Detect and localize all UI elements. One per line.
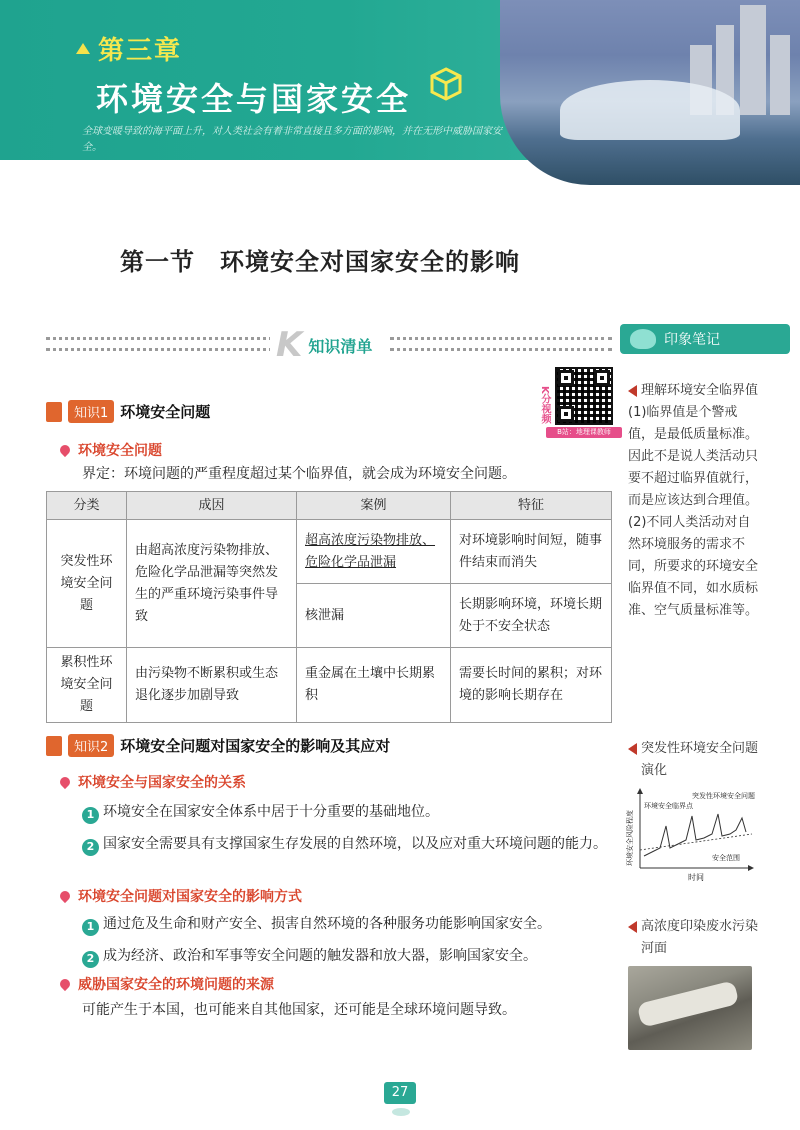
risk-table — [46, 491, 612, 723]
knowledge-list-title: 知识清单 — [308, 336, 373, 356]
note-head — [628, 380, 758, 402]
qr-eye — [594, 370, 610, 386]
note-head — [628, 916, 758, 960]
book-icon — [46, 402, 62, 422]
safe-boundary — [640, 834, 752, 850]
cube-icon — [428, 66, 464, 102]
video-tag: K分视频 — [536, 367, 550, 443]
bullet-icon — [58, 443, 72, 457]
section-title: 第一节 环境安全对国家安全的影响 — [120, 247, 520, 276]
threshold-label: 环境安全临界点 — [644, 802, 693, 810]
bullet-heading — [60, 772, 246, 792]
notes-badge-label: 印象笔记 — [664, 332, 720, 348]
polluted-river-photo — [628, 966, 752, 1050]
bullet-text: 环境安全与国家安全的关系 — [78, 775, 246, 791]
note-dye-wastewater — [628, 916, 758, 960]
column-header: 分类 — [47, 492, 127, 520]
foam — [637, 980, 740, 1027]
qr-eye — [558, 406, 574, 422]
table-cell: 累积性环境安全问题 — [47, 648, 127, 723]
page-number: 27 — [384, 1082, 416, 1104]
table-row — [47, 648, 612, 723]
bullet-text: 环境安全问题 — [78, 443, 162, 459]
book-icon — [46, 736, 62, 756]
qr-eye — [558, 370, 574, 386]
note-title: 高浓度印染废水污染河面 — [641, 919, 759, 956]
number-badge: 2 — [82, 839, 99, 856]
triangle-icon — [628, 743, 637, 755]
qr-box — [554, 367, 614, 443]
table-cell: 长期影响环境，环境长期处于不安全状态 — [451, 584, 612, 648]
y-axis-arrow — [637, 788, 643, 794]
note-sudden — [628, 738, 758, 782]
note-head — [628, 738, 758, 782]
column-header: 案例 — [297, 492, 451, 520]
risk-evolution-chart — [626, 786, 756, 882]
list-item — [82, 800, 618, 824]
table-cell: 需要长时间的累积；对环境的影响长期存在 — [451, 648, 612, 723]
chapter-number: 第三章 — [98, 36, 183, 66]
bullet-heading — [60, 886, 302, 906]
k-logo: K — [276, 325, 303, 365]
table-cell — [297, 520, 451, 584]
knowledge-list-header — [270, 325, 378, 365]
wave — [560, 80, 740, 140]
banner-photo — [500, 0, 800, 185]
bullet-heading — [60, 440, 162, 460]
bird-decoration — [392, 1108, 410, 1116]
list-item — [82, 912, 618, 936]
x-axis-arrow — [748, 865, 754, 871]
qr-code-block[interactable] — [536, 367, 614, 443]
triangle-icon — [76, 43, 90, 54]
bullet-icon — [58, 977, 72, 991]
case-text: 超高浓度污染物排放、危险化学品泄漏 — [305, 532, 436, 570]
qr-caption: B站：地理课教师 — [546, 427, 622, 438]
kp-title: 环境安全问题对国家安全的影响及其应对 — [120, 737, 391, 755]
bullet-text: 威胁国家安全的环境问题的来源 — [78, 977, 274, 993]
kp-title: 环境安全问题 — [120, 403, 211, 421]
table-cell: 对环境影响时间短，随事件结束而消失 — [451, 520, 612, 584]
list-item-text: 环境安全在国家安全体系中居于十分重要的基础地位。 — [103, 804, 439, 820]
table-cell: 突发性环境安全问题 — [47, 520, 127, 648]
table-row — [47, 520, 612, 584]
knowledge-point-1 — [46, 400, 210, 423]
table-cell: 核泄漏 — [297, 584, 451, 648]
triangle-icon — [628, 385, 637, 397]
x-axis-label: 时间 — [688, 873, 704, 882]
risk-line — [644, 814, 746, 856]
kp-badge: 知识2 — [68, 734, 114, 757]
building — [740, 5, 766, 115]
list-item-text: 国家安全需要具有支撑国家生存发展的自然环境，以及应对重大环境问题的能力。 — [103, 836, 607, 852]
sudden-label: 突发性环境安全问题 — [692, 792, 755, 800]
chapter-label — [76, 30, 182, 67]
knowledge-point-2 — [46, 734, 390, 757]
list-item — [66, 832, 618, 856]
bullet-icon — [58, 775, 72, 789]
list-item-text: 通过危及生命和财产安全、损害自然环境的各种服务功能影响国家安全。 — [103, 916, 551, 932]
triangle-icon — [628, 921, 637, 933]
building — [770, 35, 790, 115]
elephant-icon — [630, 329, 656, 349]
note-threshold — [628, 380, 758, 622]
divider — [390, 337, 612, 351]
kp-badge: 知识1 — [68, 400, 114, 423]
number-badge: 1 — [82, 919, 99, 936]
bullet-text: 环境安全问题对国家安全的影响方式 — [78, 889, 302, 905]
table-header-row — [47, 492, 612, 520]
bullet-heading — [60, 974, 274, 994]
qr-code[interactable] — [555, 367, 613, 425]
column-header: 成因 — [127, 492, 297, 520]
divider — [46, 337, 286, 351]
table-cell: 由污染物不断累积或生态退化逐步加剧导致 — [127, 648, 297, 723]
list-item — [82, 944, 618, 968]
note-paragraph: (1)临界值是个警戒值，是最低质量标准。因此不是说人类活动只要不超过临界值就行，而是应该达到合理值。 — [628, 405, 759, 508]
definition: 界定：环境问题的严重程度超过某个临界值，就会成为环境安全问题。 — [82, 466, 516, 482]
number-badge: 2 — [82, 951, 99, 968]
y-axis-label: 环境安全风险程度 — [626, 810, 634, 866]
source-text: 可能产生于本国，也可能来自其他国家，还可能是全球环境问题导致。 — [82, 1002, 516, 1018]
table-cell: 由超高浓度污染物排放、危险化学品泄漏等突然发生的严重环境污染事件导致 — [127, 520, 297, 648]
note-paragraph: (2)不同人类活动对自然环境服务的需求不同，所要求的环境安全临界值不同，如水质标准、空气质量标准等。 — [628, 515, 759, 618]
chapter-title: 环境安全与国家安全 — [96, 80, 412, 118]
list-item-text: 成为经济、政治和军事等安全问题的触发器和放大器，影响国家安全。 — [103, 948, 537, 964]
table-cell: 重金属在土壤中长期累积 — [297, 648, 451, 723]
note-title: 理解环境安全临界值 — [641, 383, 759, 398]
note-title: 突发性环境安全问题演化 — [641, 741, 759, 778]
column-header: 特征 — [451, 492, 612, 520]
bullet-icon — [58, 889, 72, 903]
chapter-banner — [0, 0, 800, 190]
safe-range-label: 安全范围 — [712, 854, 740, 862]
notes-badge — [620, 324, 790, 354]
number-badge: 1 — [82, 807, 99, 824]
chapter-description: 全球变暖导致的海平面上升，对人类社会有着非常直接且多方面的影响，并在无形中威胁国家安全。 — [82, 126, 502, 153]
